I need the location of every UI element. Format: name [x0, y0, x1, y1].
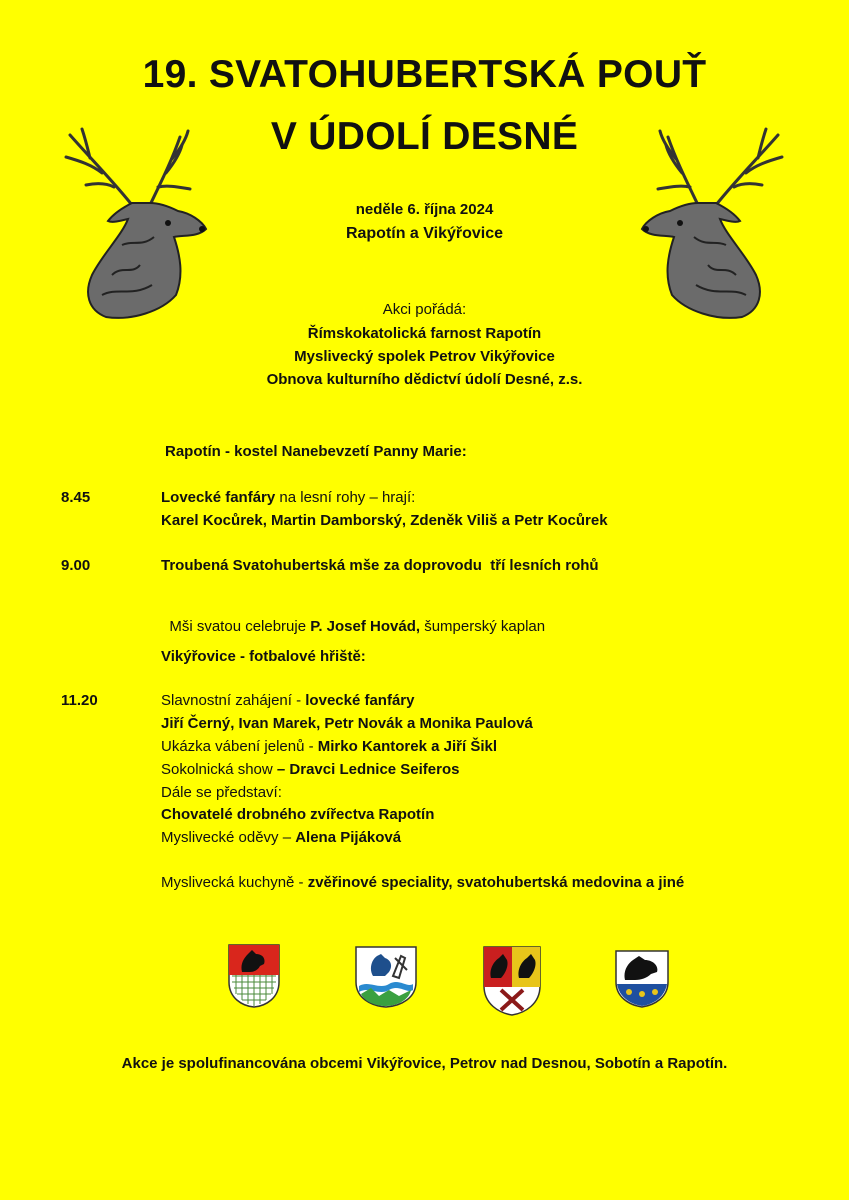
falconry-names: – Dravci Lednice Seiferos [276, 761, 460, 778]
program-1120-players: Jiří Černý, Ivan Marek, Petr Novák a Monika Paulová [161, 715, 533, 732]
program-breeders: Chovatelé drobného zvířectva Rapotín [161, 806, 435, 823]
mass-celebrant [161, 601, 545, 635]
time-1120: 11.20 [61, 692, 98, 709]
deer-head-left-icon [62, 125, 212, 320]
organizer-3: Obnova kulturního dědictví údolí Desné, z.s. [266, 371, 583, 388]
deer-calling-names: Mirko Kantorek a Jiří Šikl [317, 738, 497, 755]
fanfare-label: Lovecké fanfáry [161, 489, 276, 506]
program-falconry [161, 761, 460, 778]
clothing-label: Myslivecké oděvy – [161, 829, 296, 846]
event-date: neděle 6. října 2024 [355, 201, 494, 218]
mass-post: šumperský kaplan [420, 618, 546, 635]
section-heading-vikyrovice: Vikýřovice - fotbalové hřiště: [161, 648, 366, 665]
program-900-text: Troubená Svatohubertská mše za doprovodu tří lesních rohů [161, 557, 599, 574]
time-845: 8.45 [61, 489, 91, 506]
falconry-label: Sokolnická show [161, 761, 277, 778]
opening-label: Slavnostní zahájení - [161, 692, 306, 709]
organizer-2: Myslivecký spolek Petrov Vikýřovice [294, 348, 555, 365]
fanfare-desc: na lesní rohy – hrají: [275, 489, 416, 506]
mass-priest: P. Josef Hovád, [310, 618, 421, 635]
section-heading-rapotin: Rapotín - kostel Nanebevzetí Panny Marie: [165, 443, 467, 460]
program-kitchen [161, 874, 684, 891]
mass-pre: Mši svatou celebruje [169, 618, 311, 635]
kitchen-items: zvěřinové speciality, svatohubertská medovina a jiné [307, 874, 685, 891]
coat-of-arms-rapotin-icon [615, 950, 669, 1008]
kitchen-label: Myslivecká kuchyně - [161, 874, 308, 891]
program-845-players: Karel Kocůrek, Martin Damborský, Zdeněk Viliš a Petr Kocůrek [161, 512, 608, 529]
program-deer-calling [161, 738, 497, 755]
deer-head-right-icon [636, 125, 786, 320]
coat-of-arms-petrov-icon [355, 946, 417, 1008]
opening-fanfare: lovecké fanfáry [305, 692, 415, 709]
coat-of-arms-sobotin-icon [483, 946, 541, 1016]
organizers-label: Akci pořádá: [382, 301, 467, 318]
page-title-line2: V ÚDOLÍ DESNÉ [270, 115, 579, 158]
coat-of-arms-vikyrovice-icon [228, 944, 280, 1008]
program-1120-line1 [161, 692, 415, 709]
organizer-1: Římskokatolická farnost Rapotín [307, 325, 542, 342]
clothing-name: Alena Pijáková [295, 829, 402, 846]
time-900: 9.00 [61, 557, 91, 574]
footer-funding-note: Akce je spolufinancována obcemi Vikýřovice, Petrov nad Desnou, Sobotín a Rapotín. [121, 1055, 728, 1072]
deer-calling-label: Ukázka vábení jelenů - [161, 738, 318, 755]
program-clothing [161, 829, 401, 846]
page-title-line1: 19. SVATOHUBERTSKÁ POUŤ [142, 53, 707, 96]
event-place: Rapotín a Vikýřovice [345, 225, 504, 242]
program-845-line1 [161, 489, 415, 506]
program-presenters-label: Dále se představí: [161, 784, 282, 801]
